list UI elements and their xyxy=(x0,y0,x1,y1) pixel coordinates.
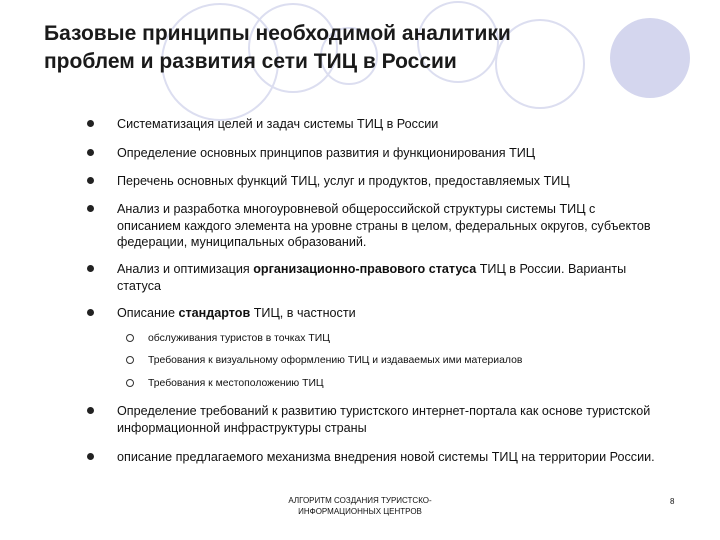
bullet-ring-icon xyxy=(126,334,134,342)
bullet-dot-icon xyxy=(87,120,94,127)
sub-bullet-item: Требования к визуальному оформлению ТИЦ и издаваемых ими материалов xyxy=(148,354,648,368)
bullet-dot-icon xyxy=(87,453,94,460)
bullet-item: описание предлагаемого механизма внедрения новой системы ТИЦ на территории России. xyxy=(117,449,657,466)
bullet-dot-icon xyxy=(87,265,94,272)
bullet-dot-icon xyxy=(87,407,94,414)
bullet-dot-icon xyxy=(87,149,94,156)
footer-line: ИНФОРМАЦИОННЫХ ЦЕНТРОВ xyxy=(298,507,422,516)
bullet-ring-icon xyxy=(126,379,134,387)
bullet-dot-icon xyxy=(87,205,94,212)
bullet-item: Определение основных принципов развития и функционирования ТИЦ xyxy=(117,145,657,162)
page-number: 8 xyxy=(670,497,675,506)
sub-bullet-item: обслуживания туристов в точках ТИЦ xyxy=(148,332,648,346)
bullet-item: Систематизация целей и задач системы ТИЦ в России xyxy=(117,116,657,133)
bullet-item: Перечень основных функций ТИЦ, услуг и продуктов, предоставляемых ТИЦ xyxy=(117,173,657,190)
bullet-item: Описание стандартов ТИЦ, в частности xyxy=(117,305,657,322)
title-line: проблем и развития сети ТИЦ в России xyxy=(44,50,457,73)
bullet-ring-icon xyxy=(126,356,134,364)
footer xyxy=(240,495,480,517)
title-line: Базовые принципы необходимой аналитики xyxy=(44,22,511,45)
bullet-item: Определение требований к развитию туристского интернет-портала как основе туристской информационной инфраструктуры страны xyxy=(117,403,657,436)
bullet-dot-icon xyxy=(87,177,94,184)
slide-title xyxy=(44,20,644,76)
bullet-dot-icon xyxy=(87,309,94,316)
bullet-item: Анализ и оптимизация организационно-правового статуса ТИЦ в России. Варианты статуса xyxy=(117,261,657,294)
footer-line: АЛГОРИТМ СОЗДАНИЯ ТУРИСТСКО- xyxy=(288,496,432,505)
sub-bullet-item: Требования к местоположению ТИЦ xyxy=(148,377,648,391)
bullet-item: Анализ и разработка многоуровневой общероссийской структуры системы ТИЦ с описанием каждого элемента на уровне страны в целом, федеральных округов, субъектов федерации, муниципальных образований. xyxy=(117,201,657,251)
